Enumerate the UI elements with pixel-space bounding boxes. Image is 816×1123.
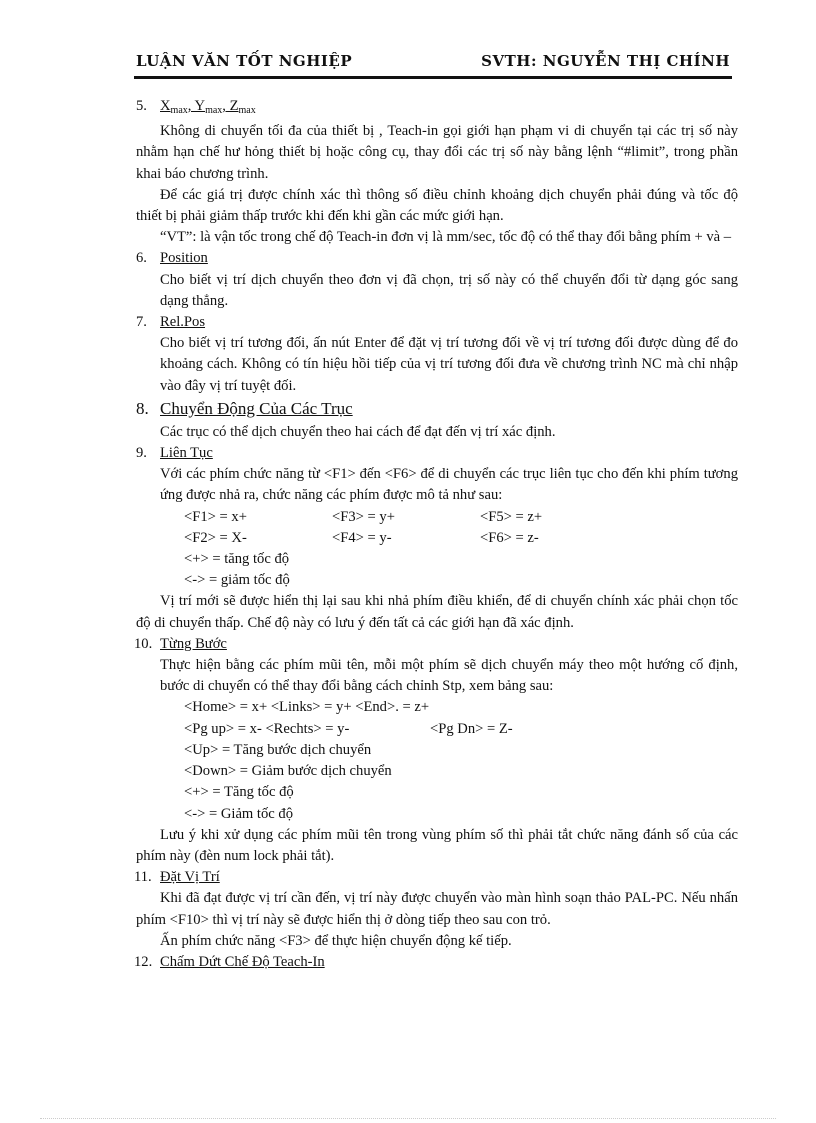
footer-divider	[40, 1118, 776, 1119]
section-11	[136, 867, 738, 888]
subscript: max	[238, 105, 256, 116]
paragraph: Lưu ý khi xử dụng các phím mũi tên trong vùng phím số thì phải tắt chức năng đánh số của các phím này (đèn num lock phải tắt).	[136, 826, 738, 864]
key-row	[184, 507, 738, 528]
section-number: 9.	[136, 445, 147, 462]
paragraph: Cho biết vị trí dịch chuyển theo đơn vị đã chọn, trị số này có thể chuyển đổi từ dạng góc sang dạng thẳng.	[160, 271, 738, 309]
section-number: 7.	[136, 314, 147, 331]
section-title: Rel.Pos	[160, 314, 206, 331]
key-row: <Up> = Tăng bước dịch chuyển	[184, 741, 372, 758]
paragraph: Để các giá trị được chính xác thì thông số điều chỉnh khoảng dịch chuyển phải đúng và tốc độ thiết bị phải giảm thấp trước khi đến khi gần các mức giới hạn.	[136, 186, 738, 225]
key-row	[184, 719, 738, 740]
key-cell: <F4> = y-	[332, 529, 392, 546]
section-12	[136, 952, 738, 973]
paragraph: “VT”: là vận tốc trong chế độ Teach-in đơn vị là mm/sec, tốc độ có thể thay đổi bằng phím + và –	[160, 229, 732, 246]
paragraph: Khi đã đạt được vị trí cần đến, vị trí này được chuyển vào màn hình soạn thảo PAL-PC. Nếu nhấn phím <F10> thì vị trí này sẽ được hiển thị ở dòng tiếp theo sau con trỏ.	[136, 890, 738, 928]
key-row: <+> = Tăng tốc độ	[184, 784, 294, 801]
key-row	[184, 528, 738, 549]
title-part: X	[160, 98, 171, 114]
section-title: Chuyển Động Của Các Trục	[160, 398, 353, 418]
section-9	[136, 443, 738, 464]
key-row: <-> = Giảm tốc độ	[184, 805, 293, 822]
key-cell: <F1> = x+	[184, 508, 247, 525]
key-cell: <F5> = z+	[480, 508, 543, 525]
section-6	[136, 248, 738, 269]
section-number: 6.	[136, 250, 147, 267]
section-number: 12.	[134, 953, 153, 970]
section-title: Từng Bước	[160, 635, 227, 652]
page-header	[136, 52, 730, 74]
title-part: , Z	[222, 98, 239, 114]
paragraph: Cho biết vị trí tương đối, ấn nút Enter để đặt vị trí tương đối về vị trí tương đối được dùng để đo khoảng cách. Không có tín hiệu hồi tiếp của vị trí tương đối đưa về chương trình NC mà chỉ nhập vào đây vị trí tuyệt đối.	[160, 335, 738, 394]
key-cell: <Pg up> = x- <Rechts> = y-	[184, 720, 350, 737]
paragraph: Với các phím chức năng từ <F1> đến <F6> để di chuyển các trục liên tục cho đến khi phím tương ứng được nhả ra, chức năng các phím được mô tả như sau:	[160, 466, 738, 504]
paragraph: Các trục có thể dịch chuyển theo hai cách để đạt đến vị trí xác định.	[160, 423, 556, 440]
section-7	[136, 312, 738, 333]
key-cell: <F2> = X-	[184, 529, 247, 546]
paragraph: Vị trí mới sẽ được hiển thị lại sau khi nhả phím điều khiển, để di chuyển chính xác phải chọn tốc độ di chuyển thấp. Chế độ này có lưu ý đến tất cả các giới hạn đã xác định.	[136, 593, 738, 631]
section-10	[136, 634, 738, 655]
key-table	[136, 507, 738, 592]
key-row: <+> = tăng tốc độ	[184, 551, 290, 568]
section-number: 11.	[134, 869, 152, 886]
section-title: Chấm Dứt Chế Độ Teach-In	[160, 953, 325, 970]
thesis-title: LUẬN VĂN TỐT NGHIỆP	[136, 52, 353, 70]
section-5	[136, 96, 738, 121]
section-title: Liên Tục	[160, 445, 213, 462]
key-cell: <F3> = y+	[332, 508, 395, 525]
key-row: <-> = giảm tốc độ	[184, 572, 290, 589]
key-cell: <F6> = z-	[480, 529, 539, 546]
paragraph: Ấn phím chức năng <F3> để thực hiện chuyển động kế tiếp.	[160, 932, 512, 949]
section-number: 10.	[134, 635, 153, 652]
key-cell: <Pg Dn> = Z-	[430, 720, 513, 737]
title-part: , Y	[187, 98, 206, 114]
subscript: max	[170, 105, 188, 116]
paragraph: Thực hiện bằng các phím mũi tên, mỗi một phím sẽ dịch chuyển máy theo một hướng cố định, bước di chuyển có thể thay đổi bằng cách chỉnh Stp, xem bảng sau:	[160, 657, 738, 695]
header-divider	[134, 76, 732, 79]
document-body	[136, 96, 738, 973]
section-number: 8.	[136, 398, 149, 418]
section-title	[160, 98, 256, 114]
key-row: <Home> = x+ <Links> = y+ <End>. = z+	[184, 699, 430, 716]
subscript: max	[205, 105, 223, 116]
section-8	[136, 397, 738, 422]
paragraph: Không di chuyển tối đa của thiết bị , Teach-in gọi giới hạn phạm vi di chuyển tại các trị số này nhằm hạn chế hư hỏng thiết bị hoặc công cụ, thay đổi các trị số này bằng lệnh “#limit”, trong phần khai báo chương trình.	[136, 123, 738, 182]
author-name: SVTH: NGUYỄN THỊ CHÍNH	[481, 52, 730, 70]
section-title: Đặt Vị Trí	[160, 869, 220, 886]
section-title: Position	[160, 250, 208, 267]
key-table	[136, 697, 738, 824]
section-number: 5.	[136, 98, 147, 114]
key-row: <Down> = Giảm bước dịch chuyển	[184, 763, 392, 780]
